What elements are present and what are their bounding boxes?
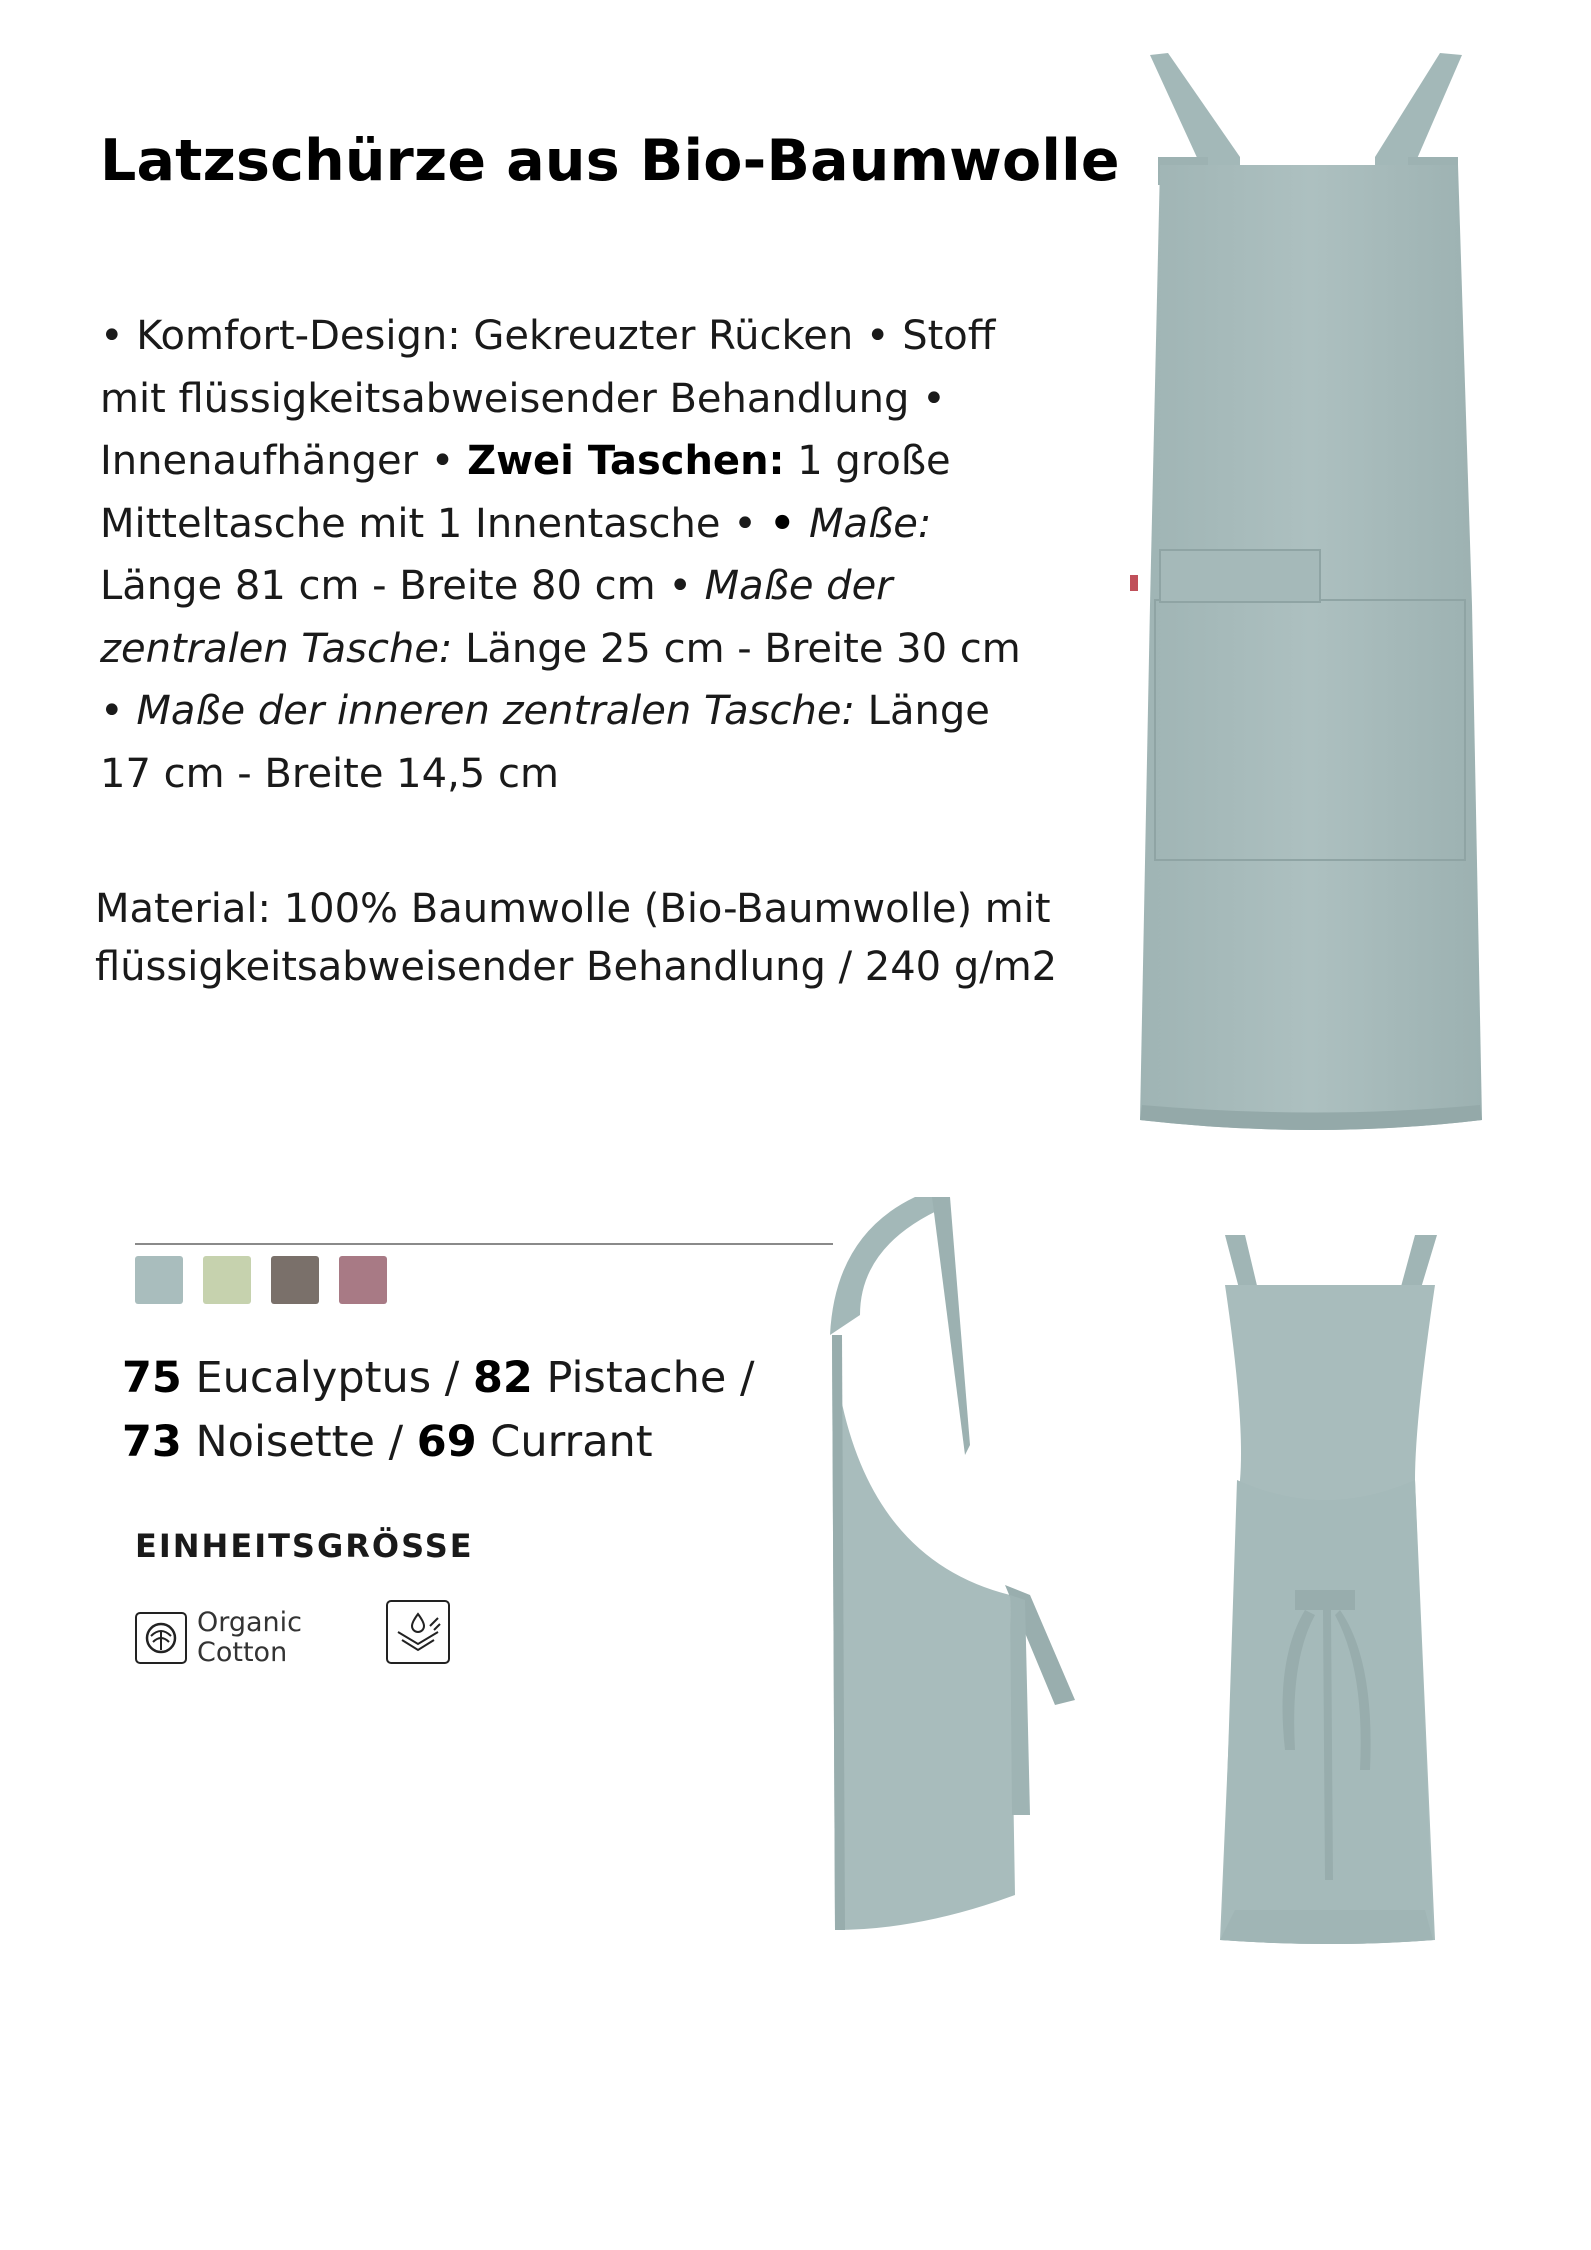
apron-back-image [1175, 1230, 1465, 1950]
dimensions-label: Maße: [809, 500, 932, 547]
description-text: Länge 17 cm - Breite 14,5 cm [100, 688, 990, 797]
size-label: EINHEITSGRÖSSE [135, 1527, 474, 1565]
organic-cotton-badge [135, 1608, 302, 1668]
color-name: Pistache / [532, 1353, 755, 1403]
organic-label: Organic [197, 1607, 303, 1638]
swatch-currant[interactable] [339, 1256, 387, 1304]
color-code: 73 [122, 1417, 182, 1467]
apron-front-image [1090, 45, 1560, 1145]
color-name: Noisette / [181, 1417, 417, 1467]
cotton-label: Cotton [197, 1637, 288, 1668]
color-name: Currant [476, 1417, 653, 1467]
description-text: Länge 81 cm - Breite 80 cm • [100, 563, 705, 609]
water-repellent-icon [386, 1600, 450, 1664]
inner-pocket-label: Maße der inneren zentralen Tasche: [136, 688, 855, 734]
color-swatches [135, 1256, 387, 1304]
color-name: Eucalyptus / [181, 1353, 473, 1403]
swatch-eucalyptus[interactable] [135, 1256, 183, 1304]
central-pocket-label: Maße der zentralen Tasche: [100, 563, 893, 672]
apron-side-image [820, 1195, 1090, 1935]
cotton-boll-icon [135, 1612, 187, 1664]
material-text: Material: 100% Baumwolle (Bio-Baumwolle) mit flüssigkeitsabweisender Behandlung / 240 g/m2 [95, 886, 1058, 990]
color-code: 82 [472, 1353, 533, 1403]
swatch-pistache[interactable] [203, 1256, 251, 1304]
pockets-label: Zwei Taschen: [467, 438, 785, 484]
color-code: 75 [122, 1353, 182, 1403]
page-title: Latzschürze aus Bio-Baumwolle [100, 128, 1120, 194]
description-text: 1 große Mitteltasche mit 1 Innentasche • [100, 438, 951, 547]
product-description: • Komfort-Design: Gekreuzter Rücken • Stoff mit flüssigkeitsabweisender Behandlung • Innenaufhänger • Zwei Taschen: 1 große Mitteltasche mit 1 Innentasche • • Maße: Länge 81 cm - Breite 80 cm • Maße der zentralen Tasche: Länge 25 cm - Breite 30 cm • Maße der inneren zentralen Tasche: Länge 17 cm - Breite 14,5 cm [100, 313, 1021, 797]
description-text: Länge 25 cm - Breite 30 cm • [100, 625, 1021, 734]
swatch-noisette[interactable] [271, 1256, 319, 1304]
divider [135, 1243, 833, 1245]
color-list [122, 1346, 822, 1474]
description-text: • Komfort-Design: Gekreuzter Rücken • Stoff mit flüssigkeitsabweisender Behandlung • Innenaufhänger • [100, 313, 996, 484]
color-code: 69 [416, 1417, 477, 1467]
